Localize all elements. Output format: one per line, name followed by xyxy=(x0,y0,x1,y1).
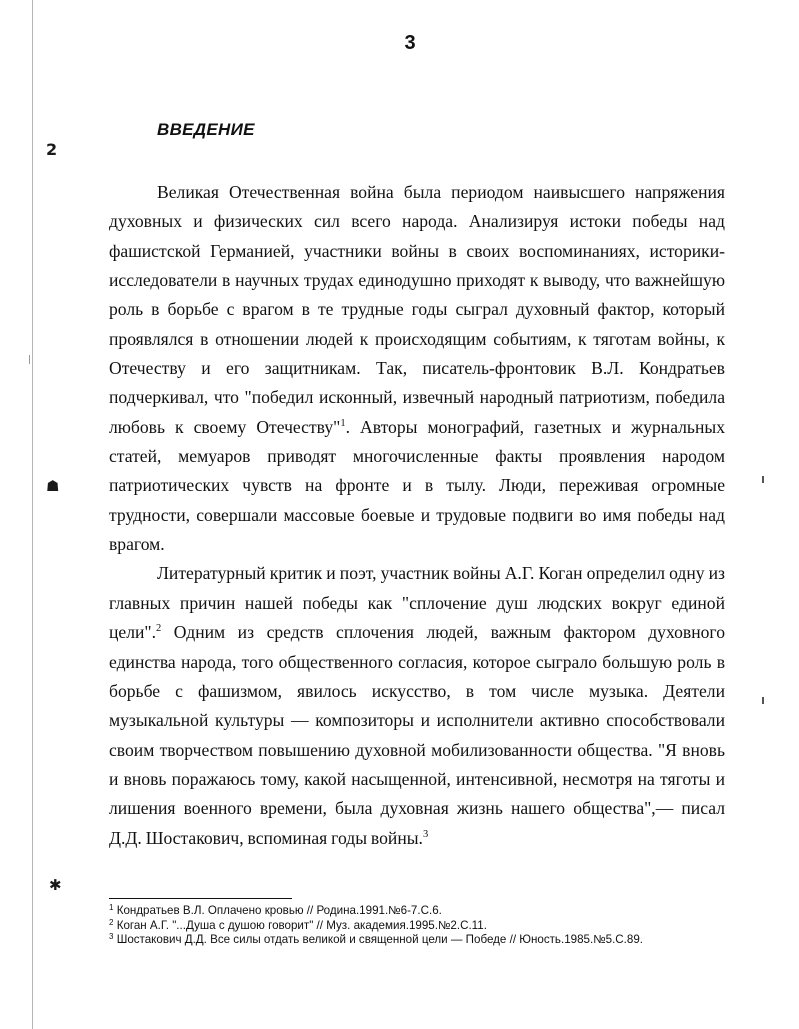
footnote-ref-1[interactable]: 1 xyxy=(340,417,346,429)
footnote-3 xyxy=(109,933,749,948)
footnote-2-text: Коган А.Г. "...Душа с душою говорит" // Муз. академия.1995.№2.С.11. xyxy=(116,918,487,932)
footnote-1-number: 1 xyxy=(109,903,114,912)
main-text xyxy=(109,178,725,853)
paragraph-1 xyxy=(109,178,725,559)
page-number: 3 xyxy=(404,32,416,54)
footnote-2-number: 2 xyxy=(109,917,114,927)
footnote-2 xyxy=(109,919,749,934)
footnote-3-text: Шостакович Д.Д. Все силы отдать великой и священной цели — Победе // Юность.1985.№5.С.89. xyxy=(116,933,644,946)
paragraph-2-text-b: Одним из средств сплочения людей, важным фактором духовного единства народа, того общественного согласия, которое сыграло большую роль в борьбе с фашизмом, явилось искусство, в том числе музыка. Деятели музыкальной культуры — композиторы и исполнители активно способствовали своим творчеством повышению духовной мобилизованности общества. "Я вновь и вновь поражаюсь тому, какой насыщенной, интенсивной, несмотря на тяготы и лишения военного времени, была духовная жизнь нашего общества",— писал Д.Д. Шостакович, вспоминая годы войны. xyxy=(109,622,725,848)
scan-speck-right-upper xyxy=(762,476,764,483)
paragraph-1-text-a: Великая Отечественная война была периодом наивысшего напряжения духовных и физических сил всего народа. Анализируя истоки победы над фашистской Германией, участники войны в своих воспоминаниях, историки-исследователи в научных трудах единодушно приходят к выводу, что важнейшую роль в борьбе с врагом в те трудные годы сыграл духовный фактор, который проявлялся в отношении людей к происходящим событиям, к тяготам войны, к Отечеству и его защитникам. Так, писатель-фронтовик В.Л. Кондратьев подчеркивал, что "победил исконный, извечный народный патриотизм, победила любовь к своему Отечеству" xyxy=(109,182,725,437)
scan-speck-right-lower xyxy=(762,697,764,704)
margin-mark-bottom: ✱ xyxy=(49,876,62,894)
scan-speck-left xyxy=(29,355,30,364)
footnote-ref-2[interactable]: 2 xyxy=(156,623,162,635)
margin-mark-middle: ☗ xyxy=(46,477,60,495)
footnotes xyxy=(109,904,749,948)
section-heading: ВВЕДЕНИЕ xyxy=(157,120,255,139)
footnote-separator xyxy=(109,898,292,899)
scan-edge-line xyxy=(32,0,33,1029)
margin-mark-top: 2 xyxy=(46,140,58,159)
footnote-1 xyxy=(109,904,749,919)
paragraph-2 xyxy=(109,559,725,852)
footnote-1-text: Кондратьев В.Л. Оплачено кровью // Родина.1991.№6-7.С.6. xyxy=(116,904,442,917)
footnote-3-number: 3 xyxy=(109,932,114,941)
paragraph-2-text-a: Литературный критик и поэт, участник войны А.Г. Коган определил одну из главных причин нашей победы как "сплочение душ людских вокруг единой цели". xyxy=(109,563,725,643)
footnote-ref-3[interactable]: 3 xyxy=(422,828,429,840)
paragraph-1-text-b: . Авторы монографий, газетных и журнальных статей, мемуаров приводят многочисленные факты проявления народом патриотических чувств на фронте и в тылу. Люди, переживая огромные трудности, совершали массовые боевые и трудовые подвиги во имя победы над врагом. xyxy=(109,416,725,555)
